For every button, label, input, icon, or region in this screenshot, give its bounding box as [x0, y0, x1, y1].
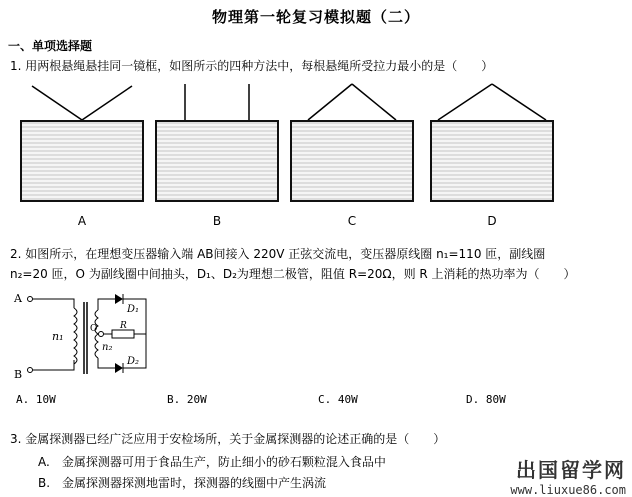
frame-figure-d	[430, 78, 554, 208]
figure-label-a: A	[77, 214, 87, 228]
primary-coil	[74, 308, 77, 364]
terminal-a-label: A	[14, 292, 22, 305]
figure-label-c: C	[347, 214, 357, 228]
watermark-url: www.liuxue86.com	[510, 483, 626, 497]
hanging-wires-b	[155, 78, 279, 122]
q3-option-a: A. 金属探测器可用于食品生产，防止细小的砂石颗粒混入食品中	[38, 455, 386, 469]
n2-label: n₂	[102, 342, 113, 353]
q2-option-c: C. 40W	[318, 393, 358, 406]
frame-figure-b	[155, 78, 279, 208]
d1-label: D₁	[127, 304, 140, 315]
resistor-r	[112, 330, 134, 338]
question-2-line-1: 2. 如图所示，在理想变压器输入端 AB间接入 220V 正弦交流电，变压器原线圈 n₁=110 匝，副线圈	[10, 247, 546, 261]
section-heading: 一、单项选择题	[8, 39, 93, 53]
q2-option-d: D. 80W	[466, 393, 506, 406]
picture-frame-image	[20, 120, 144, 202]
page-title: 物理第一轮复习模拟题（二）	[211, 8, 420, 26]
terminal-b-label: B	[14, 368, 23, 381]
center-tap-o	[99, 332, 104, 337]
question-3-text: 3. 金属探测器已经广泛应用于安检场所，关于金属探测器的论述正确的是（ ）	[10, 432, 446, 446]
picture-frame-image	[290, 120, 414, 202]
q2-option-b: B. 20W	[167, 393, 207, 406]
d2-label: D₂	[127, 356, 140, 367]
question-2-line-2: n₂=20 匝，O 为副线圈中间抽头，D₁、D₂为理想二极管，阻值 R=20Ω，则 R 上消耗的热功率为（ ）	[10, 267, 576, 281]
transformer-circuit-diagram	[12, 288, 172, 383]
site-watermark	[510, 454, 626, 497]
terminal-a	[28, 297, 33, 302]
q2-option-a: A. 10W	[16, 393, 56, 406]
diode-d1	[115, 294, 123, 304]
n1-label: n₁	[52, 330, 64, 343]
frame-figure-a	[20, 78, 144, 208]
secondary-coil	[95, 310, 98, 358]
hanging-wires-d	[430, 78, 554, 122]
hanging-wires-a	[20, 78, 144, 122]
r-label: R	[120, 321, 127, 331]
diode-d2	[115, 363, 123, 373]
q3-option-b: B. 金属探测器探测地雷时，探测器的线圈中产生涡流	[38, 476, 327, 490]
watermark-name: 出国留学网	[516, 458, 626, 482]
terminal-b	[28, 368, 33, 373]
center-tap-label: O	[90, 324, 98, 334]
picture-frame-image	[430, 120, 554, 202]
figure-label-b: B	[212, 214, 222, 228]
question-1-text: 1. 用两根悬绳悬挂同一镜框，如图所示的四种方法中，每根悬绳所受拉力最小的是（ ）	[10, 59, 494, 73]
picture-frame-image	[155, 120, 279, 202]
hanging-wires-c	[290, 78, 414, 122]
figure-label-d: D	[487, 214, 497, 228]
frame-figure-c	[290, 78, 414, 208]
